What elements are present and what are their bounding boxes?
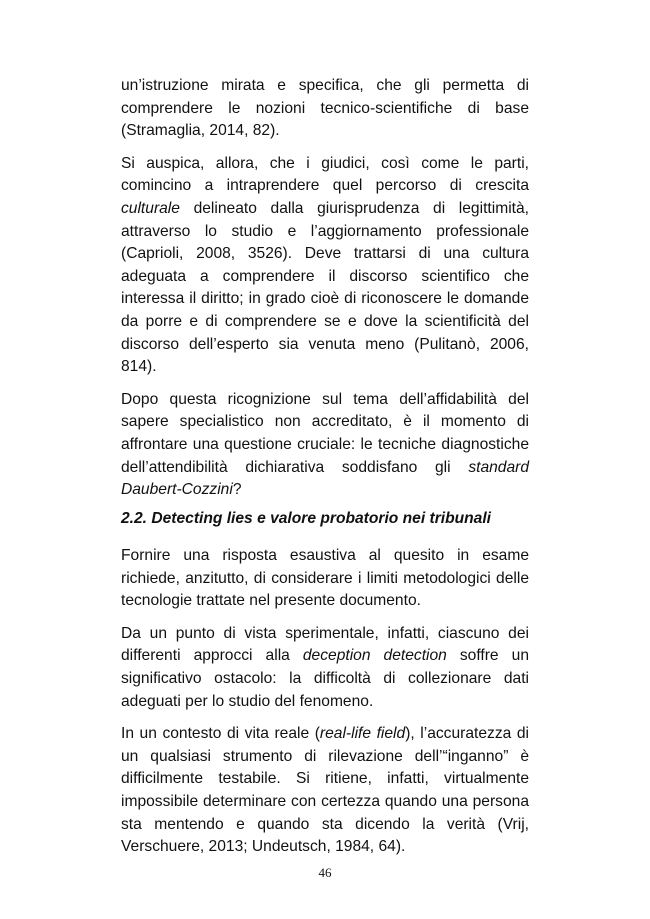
paragraph-judges bbox=[121, 153, 529, 379]
paragraph-training bbox=[121, 75, 529, 143]
italic-term: deception detection bbox=[302, 647, 447, 665]
text-run: Si auspica, allora, che i giudici, così come le parti, comincino a intraprendere quel percorso di crescita bbox=[121, 154, 529, 195]
text-run: ), l’accuratezza di un qualsiasi strumento di rilevazione dell’“inganno” è difficilmente testabile. Si ritiene, infatti, virtualmente impossibile determinare con certezza quando una persona sta mentendo e quando sta dicendo la verità (Vrij, Verschuere, 2013; Undeutsch, 1984, 64). bbox=[121, 725, 529, 856]
paragraph-answer bbox=[121, 545, 529, 613]
text-run: Dopo questa ricognizione sul tema dell’affidabilità del sapere specialistico non accreditato, è il momento di affrontare una questione cruciale: le tecniche diagnostiche dell’attendibilità dichiarativa soddisfano gli bbox=[121, 390, 529, 476]
body-text-upper bbox=[121, 75, 529, 502]
paragraph-real-life bbox=[121, 723, 529, 859]
italic-term: real-life field bbox=[319, 725, 406, 743]
page-number: 46 bbox=[318, 865, 332, 880]
italic-term: culturale bbox=[121, 199, 180, 217]
text-run: ? bbox=[232, 481, 242, 499]
paragraph-experimental bbox=[121, 623, 529, 713]
text-run: soffre un significativo ostacolo: la difficoltà di collezionare dati adeguati per lo studio del fenomeno. bbox=[121, 647, 529, 710]
body-text-lower bbox=[121, 545, 529, 859]
text-run: In un contesto di vita reale ( bbox=[121, 725, 320, 743]
paragraph-question bbox=[121, 389, 529, 502]
text-run: un’istruzione mirata e specifica, che gli permetta di comprendere le nozioni tecnico-scientifiche di base (Stramaglia, 2014, 82). bbox=[121, 77, 529, 140]
text-run: delineato dalla giurisprudenza di legittimità, attraverso lo studio e l’aggiornamento professionale (Caprioli, 2008, 3526). Deve trattarsi di una cultura adeguata a comprendere il discorso scientifico che interessa il diritto; in grado cioè di riconoscere le domande da porre e di comprendere se e dove la scientificità del discorso dell’esperto sia venuta meno (Pulitanò, 2006, 814). bbox=[121, 199, 529, 376]
section-heading: 2.2. Detecting lies e valore probatorio nei tribunali bbox=[121, 510, 492, 527]
text-run: Da un punto di vista sperimentale, infatti, ciascuno dei differenti approcci alla bbox=[121, 624, 529, 665]
italic-term: standard Daubert-Cozzini bbox=[121, 458, 529, 499]
text-run: Fornire una risposta esaustiva al quesito in esame richiede, anzitutto, di considerare i limiti metodologici delle tecnologie trattate nel presente documento. bbox=[121, 547, 529, 610]
